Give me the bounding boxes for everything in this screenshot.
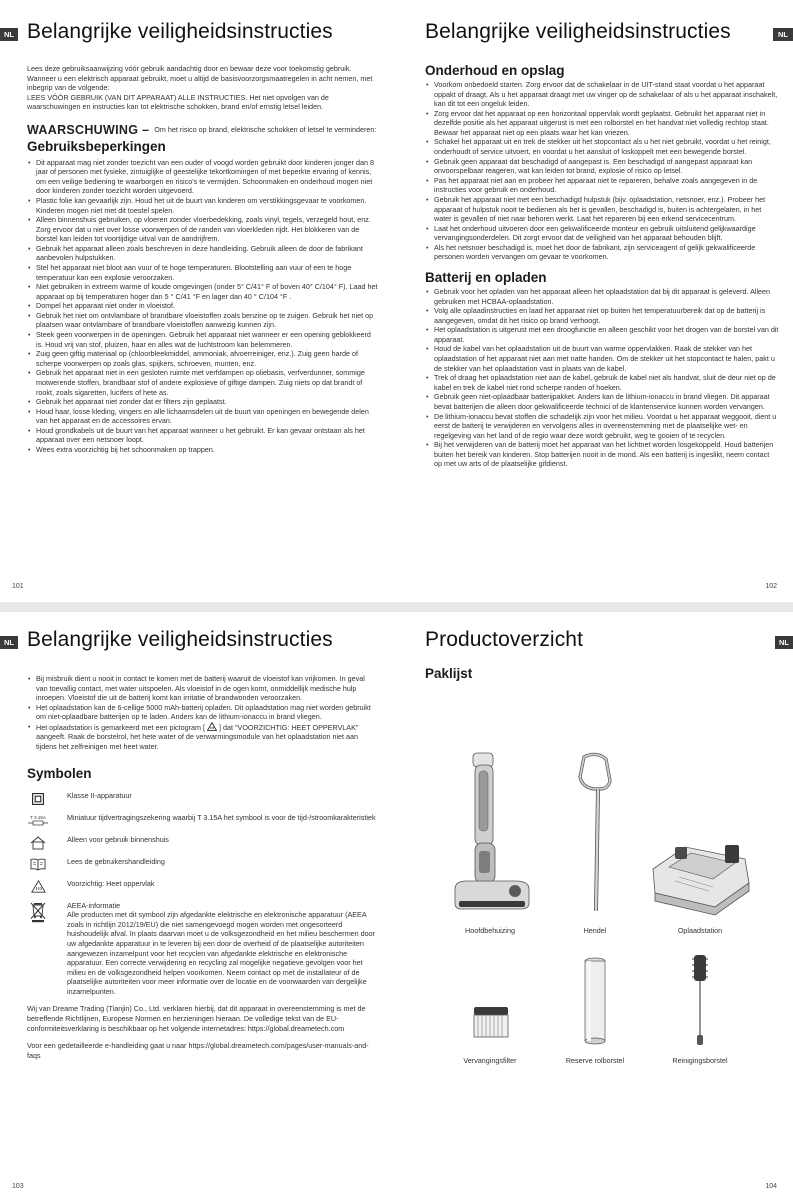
symbols-heading: Symbolen [27, 765, 92, 781]
list-item: • Alleen binnenshuis gebruiken, op vloeren zonder vloerbedekking, zoals vinyl, tegels, verzegeld hout, enz. Zorg ervoor dat u niet over losse voorwerpen of de randen van vloerkleden rijdt. Het blokkeren van de borstel kan leiden tot voortijdige uitval van de aandrijfrem. [27, 215, 378, 244]
symbol-text: Miniatuur tijdvertragingszekering waarbij T 3.15A het symbool is voor de tijd-/stroomkarakteristiek [67, 812, 376, 822]
product-label: Reinigingsborstel [672, 1056, 728, 1065]
open-book-icon [27, 857, 49, 873]
list-item [27, 722, 378, 752]
page-number: 101 [12, 583, 24, 590]
list-item: • Bij het verwijderen van de batterij moet het apparaat van het lichtnet worden losgekoppeld. Houd batterijen buiten het bereik van kinderen. Stop batterijen nooit in de mond. Als een batterij is ingeslikt, neem contact op met uw arts of de plaatselijke gifdienst. [425, 440, 779, 469]
list-item: • Plastic folie kan gevaarlijk zijn. Houd het uit de buurt van kinderen om verstikkingsgevaar te voorkomen. Kinderen mogen niet met dit toestel spelen. [27, 196, 378, 215]
vacuum-main-body-icon [445, 751, 535, 921]
product-item [650, 951, 750, 1065]
list-item: • Houd grondkabels uit de buurt van het apparaat wanneer u het gebruikt. Er kan gevaar ontstaan als het apparaat over een netsnoer loopt. [27, 426, 378, 445]
product-item [640, 751, 760, 935]
symbol-row [27, 901, 378, 997]
handle-icon [560, 751, 630, 921]
list-item: • Gebruik geen niet-oplaadbaar batterijpakket. Anders kan de lithium-ionaccu in brand vliegen. Dit apparaat bevat batterijen die alleen door gekwalificeerde technici of de klantenservice kunnen worden vervangen. [425, 392, 779, 411]
list-item: • Dit apparaat mag niet zonder toezicht van een ouder of voogd worden gebruikt door kinderen jonger dan 8 jaar of personen met fysieke, zintuiglijke of geestelijke tekortkomingen of met beperkte ervaring of kennis, om een veilige bediening te waarborgen en risico's te vermijden. Schoonmaken en onderhoud mogen niet door kinderen zonder toezicht worden uitgevoerd. [27, 158, 378, 196]
crossed-bin-icon [27, 901, 49, 923]
symbol-row [27, 835, 378, 851]
list-item: • Niet gebruiken in extreem warme of koude omgevingen (onder 5° C/41° F of boven 40° C/104° F). Laad het apparaat op bij temperaturen hoger dan 5 ° C/41 °F en lager dan 40 ° C/104 °F . [27, 282, 378, 301]
symbol-text-block [67, 901, 378, 997]
symbol-text: Lees de gebruikershandleiding [67, 856, 165, 866]
list-item: • Gebruik het niet om ontvlambare of brandbare vloeistoffen zoals benzine op te zuigen. Gebruik het niet op plaatsen waar ontvlambare of brandbare vloeistoffen aanwezig kunnen zijn. [27, 311, 378, 330]
hot-bullet-text-after: ] dat "VOORZICHTIG: HEET OPPERVLAK" aangeeft. Raak de borstelrol, het hete water of de verwarmingsmodule van het oplaadstation niet aan tijdens het zelfreinigen met heet water. [36, 722, 359, 752]
product-label: Reserve rolborstel [565, 1056, 625, 1065]
page-title: Belangrijke veiligheidsinstructies [425, 20, 731, 43]
page-title: Productoverzicht [425, 628, 584, 651]
list-item: • Stel het apparaat niet bloot aan vuur of te hoge temperaturen. Blootstelling aan vuur of een te hoge temperatuur kan een explosie veroorzaken. [27, 263, 378, 282]
hot-surface-icon [207, 722, 217, 731]
cleaning-brush-icon [680, 951, 720, 1051]
page-103 [0, 612, 396, 1202]
page-separator [0, 602, 793, 612]
symbols-list [27, 791, 378, 997]
page-number: 103 [12, 1183, 24, 1190]
language-badge: NL [0, 636, 18, 649]
intro-paragraph: Lees deze gebruiksaanwijzing vóór gebruik aandachtig door en bewaar deze voor toekomstig gebruik. [27, 64, 352, 73]
maintenance-list [425, 80, 779, 262]
language-badge: NL [773, 28, 793, 41]
weee-detail: Alle producten met dit symbool zijn afgedankte elektrische en elektronische apparatuur (AEEA zoals in richtlijn 2012/19/EU) die niet samengevoegd mogen worden met ongesorteerd huishoudelijk afval. In plaats daarvan moet u de volksgezondheid en het milieu beschermen door uw afgedankte apparatuur in te leveren bij een door de overheid of de plaatselijke autoriteiten aangewezen inzamelpunt voor het recyclen van afgedankte elektrische en elektronische apparatuur. Een correcte verwijdering en recycling zal mogelijke negatieve gevolgen voor het milieu en de volksgezondheid helpen voorkomen. Neem contact op met de installateur of de plaatselijke autoriteiten voor meer informatie over de locatie en de voorwaarden van dergelijke inzamelpunten. [67, 910, 376, 996]
warning-block [27, 124, 378, 138]
intro-paragraph: Wanneer u een elektrisch apparaat gebruikt, moet u altijd de basisvoorzorgsmaatregelen in acht nemen, met inbegrip van de volgende: [27, 73, 373, 93]
list-item: • Gebruik het apparaat alleen zoals beschreven in deze handleiding. Gebruik alleen de door de fabrikant aanbevolen hulpstukken. [27, 244, 378, 263]
list-item: • Zuig geen giftig materiaal op (chloorbleekmiddel, ammoniak, afvoerreiniger, enz.). Zuig geen harde of scherpe voorwerpen op zoals glas, spijkers, schroeven, munten, enz. [27, 349, 378, 368]
list-item: • Als het netsnoer beschadigd is, moet het door de fabrikant, zijn serviceagent of gelijk gekwalificeerde personen worden vervangen om gevaar te voorkomen. [425, 243, 779, 262]
symbol-text: AEEA-informatie [67, 900, 121, 910]
list-item: • Voorkom onbedoeld starten. Zorg ervoor dat de schakelaar in de UIT-stand staat voordat u het apparaat oppakt of draagt. Als u het apparaat draagt met uw vinger op de schakelaar of als u het apparaat inschakelt, kan dit tot een ongeluk leiden. [425, 80, 779, 109]
spread-bottom [0, 612, 793, 1202]
list-item: • Steek geen voorwerpen in de openingen. Gebruik het apparaat niet wanneer er een opening geblokkeerd is. Houd vrij van stof, pluizen, haar en alles wat de luchtstroom kan belemmeren. [27, 330, 378, 349]
list-item: • Gebruik het apparaat niet in een gesloten ruimte met verfdampen op oliebasis, verfverdunner, sommige motwerende stoffen, brandbaar stof of andere explosieve of giftige dampen. Zuig niets op dat brandt of rookt, zoals sigaretten, lucifers of hete as. [27, 368, 378, 397]
page-104 [397, 612, 793, 1202]
roller-brush-icon [575, 951, 615, 1051]
manual-link-text: Voor een gedetailleerde e-handleiding gaat u naar https://global.dreametech.com/pages/user-manuals-and-faqs [27, 1041, 369, 1060]
list-item: • Gebruik geen apparaat dat beschadigd of aangepast is. Een beschadigd of aangepast apparaat kan onvoorspelbaar reageren, wat kan leiden tot brand, explosie of risico op letsel. [425, 157, 779, 176]
page-number: 104 [765, 1183, 777, 1190]
warning-text: Om het risico op brand, elektrische schokken of letsel te verminderen: [154, 124, 377, 134]
list-item: • Dompel het apparaat niet onder in vloeistof. [27, 301, 378, 311]
section-heading: Gebruiksbeperkingen [27, 138, 166, 154]
product-item [545, 751, 645, 935]
page-title: Belangrijke veiligheidsinstructies [27, 628, 333, 651]
symbol-text: Alleen voor gebruik binnenshuis [67, 834, 169, 844]
list-item: • Gebruik het apparaat niet met een beschadigd hulpstuk (bijv. oplaadstation, netsnoer, enz.). Probeer het apparaat of hulpstuk nooit te bedienen als het is gevallen, beschadigd is, buiten is achtergelaten, in het water is gevallen of niet naar behoren werkt. Laat het repareren bij een erkend servicecentrum. [425, 195, 779, 224]
list-item: • Houd de kabel van het oplaadstation uit de buurt van warme oppervlakken. Raak de stekker van het oplaadstation of het apparaat niet aan met natte handen. Om de stekker uit het stopcontact te halen, pakt u de stekker van het oplaadstation vast in plaats van de kabel. [425, 344, 779, 373]
fuse-rating-label: T 3.15A [30, 815, 46, 821]
list-item: • Laat het onderhoud uitvoeren door een gekwalificeerde monteur en gebruik uitsluitend gelijkwaardige vervangingsonderdelen. Dit zorgt ervoor dat de veiligheid van het apparaat behouden blijft. [425, 224, 779, 243]
symbol-text: Voorzichtig: Heet oppervlak [67, 878, 155, 888]
list-item: • Het oplaadstation is uitgerust met een droogfunctie en alleen geschikt voor het drogen van de borstel van dit apparaat. [425, 325, 779, 344]
list-item: • Bij misbruik dient u nooit in contact te komen met de batterij waaruit de vloeistof kan vrijkomen. In geval van toevallig contact, met water uitspoelen. Als vloeistof in de ogen komt, onmiddellijk medische hulp inroepen. Vloeistof die uit de batterij komt kan irritatie of brandwonden veroorzaken. [27, 674, 378, 703]
list-item: • Zorg ervoor dat het apparaat op een horizontaal oppervlak wordt geplaatst. Gebruikt het apparaat niet in dezelfde positie als het apparaat uitgerust is met een rolborstel en het handvat niet volledig rechtop staat. Bewaar het apparaat niet op een plaats waar het kan vriezen. [425, 109, 779, 138]
section-heading: Batterij en opladen [425, 269, 547, 285]
list-item: • Houd haar, losse kleding, vingers en alle lichaamsdelen uit de buurt van openingen en bewegende delen van het apparaat en de accessoires ervan. [27, 407, 378, 426]
list-item: • Schakel het apparaat uit en trek de stekker uit het stopcontact als u het niet gebruikt, voordat u het reinigt, onderhoudt of service uitvoert, en voordat u het aansluit of loskoppelt met een bewegende borstel. [425, 137, 779, 156]
hot-bullet-text-before: Het oplaadstation is gemarkeerd met een pictogram [ [36, 722, 205, 732]
list-item: • Pas het apparaat niet aan en probeer het apparaat niet te repareren, behalve zoals aangegeven in de instructies voor gebruik en onderhoud. [425, 176, 779, 195]
warning-label: WAARSCHUWING – [27, 122, 150, 137]
page-title: Belangrijke veiligheidsinstructies [27, 20, 333, 43]
list-item: • Wees extra voorzichtig bij het schoonmaken op trappen. [27, 445, 378, 455]
filter-icon [460, 951, 520, 1051]
language-badge: NL [775, 636, 793, 649]
intro-block [27, 64, 378, 112]
product-item [545, 951, 645, 1065]
product-item [435, 751, 545, 935]
section-heading: Onderhoud en opslag [425, 63, 565, 78]
double-square-icon [27, 791, 49, 807]
language-badge: NL [0, 28, 18, 41]
fuse-icon [27, 813, 49, 829]
hot-surface-icon [27, 879, 49, 895]
usage-restrictions-list [27, 158, 378, 455]
section-heading: Paklijst [425, 666, 473, 681]
symbol-row [27, 879, 378, 895]
product-label: Oplaadstation [677, 926, 723, 935]
conformity-declaration: Wij van Dreame Trading (Tianjin) Co., Ltd. verklaren hierbij, dat dit apparaat in overeenstemming is met de betreffende Richtlijnen, Europese Normen en herzieningen hieraan. De volledige tekst van de EU-conformiteitsverklaring is beschikbaar op het volgende internetadres: https://global.dreametech.com [27, 1004, 366, 1033]
symbol-row [27, 791, 378, 807]
house-icon [27, 835, 49, 851]
symbol-row [27, 857, 378, 873]
page-101 [0, 0, 396, 602]
intro-paragraph: LEES VÓÓR GEBRUIK (VAN DIT APPARAAT) ALLE INSTRUCTIES. Het niet opvolgen van de waarschuwingen en instructies kan tot elektrische schokken, brand en/of ernstig letsel leiden. [27, 92, 329, 112]
list-item: • Het oplaadstation kan de 6-cellige 5000 mAh-batterij opladen. Dit oplaadstation mag niet worden gebruikt om niet-oplaadbare batterijen op te laden. Anders kan de lithium-ionaccu in brand vliegen. [27, 703, 378, 722]
charging-station-icon [645, 751, 755, 921]
page-102 [397, 0, 793, 602]
list-item: • Trek of draag het oplaadstation niet aan de kabel, gebruik de kabel niet als handvat, sluit de deur niet op de kabel en trek de kabel niet rond scherpe randen of hoeken. [425, 373, 779, 392]
list-item: • Volg alle oplaadinstructies en laad het apparaat niet op buiten het temperatuurbereik dat op de batterij is aangegeven, omdat dit het risico op brand verhoogt. [425, 306, 779, 325]
product-label: Hendel [583, 926, 607, 935]
product-item [435, 951, 545, 1065]
product-label: Hoofdbehuizing [465, 926, 515, 935]
product-label: Vervangingsfilter [463, 1056, 517, 1065]
list-item: • Gebruik het apparaat niet zonder dat er filters zijn geplaatst. [27, 397, 378, 407]
list-item: • De lithium-ionaccu bevat stoffen die schadelijk zijn voor het milieu. Voordat u het apparaat weggooit, dient u eerst de batterij te verwijderen en vervolgens alles in overeenstemming met de plaatselijke wet- en regelgeving van het land of de regio waar deze wordt gebruikt, weg te gooien of te recyclen. [425, 412, 779, 441]
battery-warnings-list [27, 674, 378, 752]
battery-list [425, 287, 779, 469]
page-number: 102 [765, 583, 777, 590]
symbol-row [27, 813, 378, 829]
symbol-text: Klasse II-apparatuur [67, 790, 132, 800]
list-item: • Gebruik voor het opladen van het apparaat alleen het oplaadstation dat bij dit apparaat is geleverd. Alleen gebruiken met HCBAA-oplaadstation. [425, 287, 779, 306]
